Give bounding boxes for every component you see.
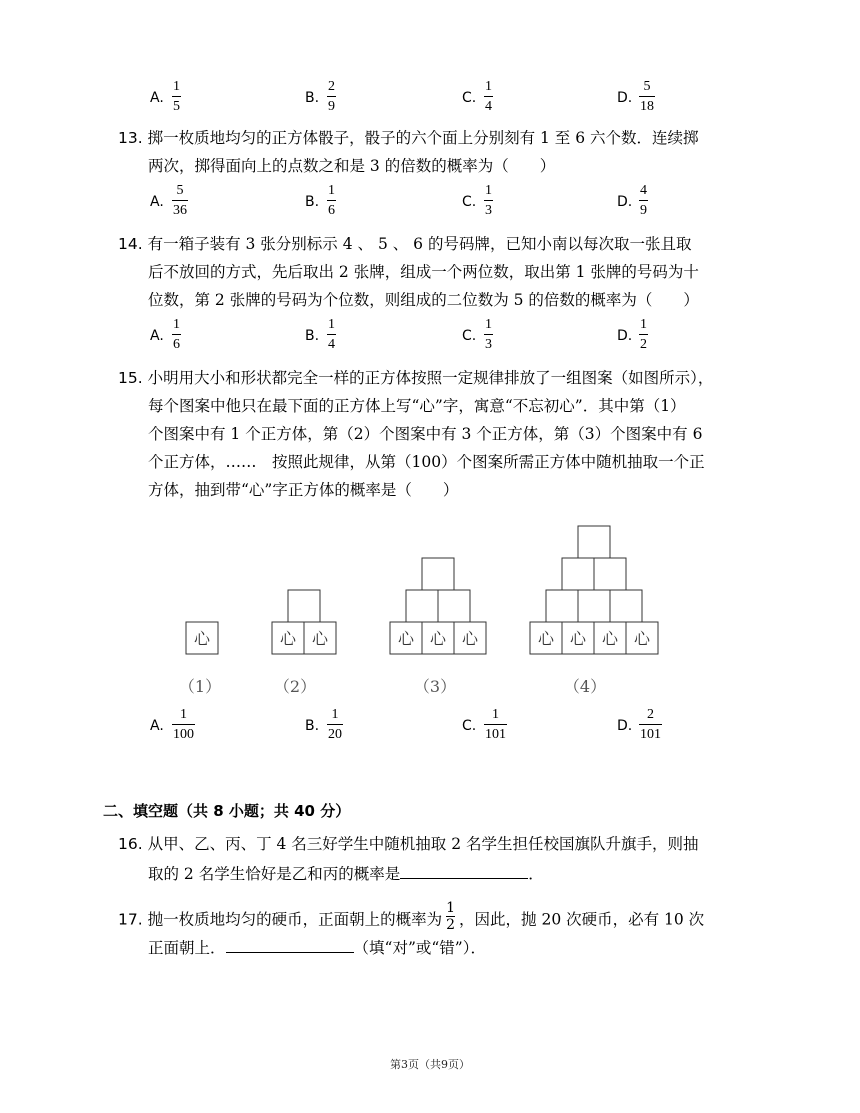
question-text: 小明用大小和形状都完全一样的正方体按照一定规律排放了一组图案（如图所示），	[147, 369, 714, 387]
fraction: 2 9	[328, 79, 335, 114]
question-text: 从甲、乙、丙、丁 4 名三好学生中随机抽取 2 名学生担任校国旗队升旗手，则抽	[147, 835, 699, 853]
cube-pattern-figure	[180, 516, 660, 702]
question-text: ．	[528, 865, 544, 883]
fraction: 1 6	[328, 183, 335, 218]
fraction: 1 2	[640, 317, 647, 352]
q15-line3	[148, 424, 702, 444]
q16-line1	[118, 834, 699, 854]
question-text: 正面朝上．	[148, 939, 226, 957]
question-number: 17.	[118, 910, 143, 929]
question-text: （填“对”或“错”）．	[353, 939, 486, 957]
question-text: 掷一枚质地均匀的正方体骰子，骰子的六个面上分别刻有 1 至 6 六个数．连续掷	[147, 129, 699, 147]
cube-heart-char: 心	[633, 629, 651, 648]
question-text: ，因此，抛 20 次硬币，必有 10 次	[459, 910, 705, 929]
fraction: 1 5	[173, 79, 180, 114]
fraction: 2 101	[640, 707, 661, 742]
cube-heart-char: 心	[311, 629, 329, 648]
figure-caption: （3）	[413, 677, 457, 696]
fraction: 1 20	[328, 707, 342, 742]
page-footer: 第3页（共9页）	[390, 1058, 470, 1071]
fraction: $\frac{1}{2}$	[446, 900, 456, 933]
cube	[288, 590, 320, 622]
question-text: 每个图案中他只在最下面的正方体上写“心”字，寓意“不忘初心”．其中第（1）	[148, 397, 686, 415]
option-label: D.	[617, 718, 633, 734]
option-label: B.	[305, 194, 320, 210]
figure-caption: （2）	[273, 677, 317, 696]
q13-options	[150, 182, 710, 226]
option-label: A.	[150, 194, 164, 210]
q15-line1	[118, 368, 713, 388]
q17-line1	[118, 900, 705, 937]
fraction: 1 3	[485, 183, 492, 218]
answer-blank[interactable]	[400, 862, 528, 879]
cube	[406, 590, 438, 622]
figure-caption: （4）	[563, 677, 607, 696]
q14-options	[150, 316, 710, 360]
option-label: D.	[617, 90, 633, 106]
cube	[578, 526, 610, 558]
answer-blank[interactable]	[226, 936, 354, 953]
cube-heart-char: 心	[537, 629, 555, 648]
question-text: 个正方体，…… 按照此规律，从第（100）个图案所需正方体中随机抽取一个正	[148, 453, 705, 471]
option-label: A.	[150, 328, 164, 344]
fraction: 5 36	[173, 183, 187, 218]
cube-heart-char: 心	[193, 629, 211, 648]
q13-line2	[148, 156, 555, 176]
fraction: 5 18	[640, 79, 654, 114]
option-label: C.	[462, 194, 477, 210]
question-text: 位数，第 2 张牌的号码为个位数，则组成的二位数为 5 的倍数的概率为（ ）	[148, 291, 699, 309]
cube	[578, 590, 610, 622]
cube-heart-char: 心	[397, 629, 415, 648]
cube-heart-char: 心	[601, 629, 619, 648]
question-text: 两次，掷得面向上的点数之和是 3 的倍数的概率为（ ）	[148, 157, 556, 175]
cube-heart-char: 心	[279, 629, 297, 648]
fraction: 1 101	[485, 707, 506, 742]
question-number: 16.	[118, 835, 143, 853]
question-text: 后不放回的方式，先后取出 2 张牌，组成一个两位数，取出第 1 张牌的号码为十	[148, 263, 699, 281]
q14-line3	[148, 290, 699, 310]
section-title: 二、填空题（共 8 小题；共 40 分）	[103, 802, 351, 820]
question-number: 14.	[118, 235, 143, 253]
cube-heart-char: 心	[461, 629, 479, 648]
cube	[438, 590, 470, 622]
question-text: 取的 2 名学生恰好是乙和丙的概率是	[148, 865, 401, 883]
cube-heart-char: 心	[429, 629, 447, 648]
question-number: 15.	[118, 369, 143, 387]
q13-line1	[118, 128, 699, 148]
cube-heart-char: 心	[569, 629, 587, 648]
q12-options	[150, 78, 710, 122]
q15-line4	[148, 452, 705, 472]
option-label: D.	[617, 194, 633, 210]
fraction: 1 3	[485, 317, 492, 352]
cube	[546, 590, 578, 622]
question-text: 抛一枚质地均匀的硬币，正面朝上的概率为	[147, 910, 443, 929]
cube-pattern-svg	[180, 516, 660, 702]
option-label: B.	[305, 718, 320, 734]
q15-line5	[148, 480, 458, 500]
option-label: C.	[462, 328, 477, 344]
question-number: 13.	[118, 129, 143, 147]
cube	[610, 590, 642, 622]
fraction: 1 100	[173, 707, 194, 742]
fraction: 1 6	[173, 317, 180, 352]
q14-line1	[118, 234, 691, 254]
q15-line2	[148, 396, 686, 416]
fraction: 4 9	[640, 183, 647, 218]
figure-caption: （1）	[180, 677, 222, 696]
option-label: A.	[150, 90, 164, 106]
q16-line2	[148, 862, 544, 884]
q14-line2	[148, 262, 699, 282]
question-text: 个图案中有 1 个正方体，第（2）个图案中有 3 个正方体，第（3）个图案中有 6	[148, 425, 703, 443]
option-label: C.	[462, 718, 477, 734]
q17-line2	[148, 936, 486, 958]
question-text: 有一箱子装有 3 张分别标示 4 、 5 、 6 的号码牌，已知小南以每次取一张且取	[147, 235, 692, 253]
option-label: B.	[305, 90, 320, 106]
fraction: 1 4	[328, 317, 335, 352]
option-label: A.	[150, 718, 164, 734]
cube	[594, 558, 626, 590]
cube	[422, 558, 454, 590]
option-label: D.	[617, 328, 633, 344]
fraction: 1 4	[485, 79, 492, 114]
q15-options	[150, 706, 710, 750]
option-label: B.	[305, 328, 320, 344]
cube	[562, 558, 594, 590]
option-label: C.	[462, 90, 477, 106]
question-text: 方体，抽到带“心”字正方体的概率是（ ）	[148, 481, 459, 499]
